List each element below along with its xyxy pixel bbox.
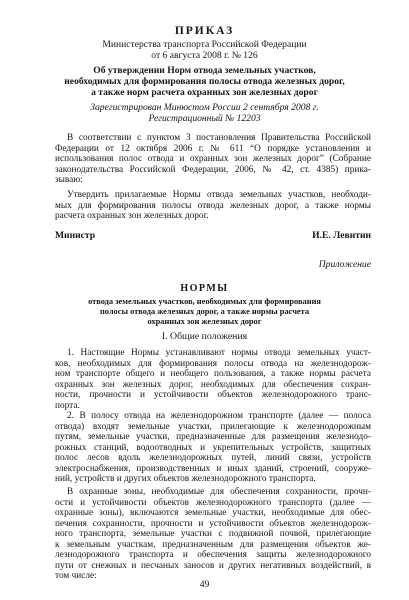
text-line: отвода) входят земельные участки, прилегающие к железнодорожным [55,421,371,432]
norms-heading: НОРМЫ [180,283,229,294]
order-title-line: необходимых для формирования полосы отвода железных дорог, [64,76,345,87]
text-line: расчета охранных зон железных дорог. [55,211,209,222]
registration-line: Регистрационный № 12203 [148,113,261,124]
signature-name: И.Е. Левитин [312,230,371,241]
text-line: ного транспорта, земельные участки с подвижной почвой, прилегающие [55,529,371,540]
order-title-line: Об утверждении Норм отвода земельных участков, [93,65,316,76]
text-line: ков, необходимых для формирования полосы отвода на железнодорож- [55,358,371,369]
order-heading: ПРИКАЗ [174,25,235,37]
text-line: охранные зоны), включаются земельные участки, необходимые для обес- [55,508,371,519]
text-line: Утвердить прилагаемые Нормы отвода земельных участков, необходи- [67,190,371,200]
signature-position: Министр [55,230,96,241]
text-line: 1. Настоящие Нормы устанавливают нормы отвода земельных участ- [67,348,371,358]
text-line: путям, земельные участки, предназначенные для размещения железнодо- [55,432,371,443]
order-title-line: а также норм расчета охранных зон железных дорог [91,87,318,98]
order-date-number: от 6 августа 2008 г. № 126 [151,50,258,61]
text-line: зываю: [55,175,83,186]
text-line: использования полос отвода и охранных зон железных дорог” (Собрание [55,154,371,165]
registration-line: Зарегистрирован Минюстом России 2 сентября 2008 г. [90,102,319,113]
paragraph-1 [55,348,371,411]
text-line: законодательства Российской Федерации, 2006, № 42, ст. 4385) прика- [55,164,371,175]
text-line: ном транспорте общего и необщего пользования, а также нормы расчета [55,369,371,380]
section-title: I. Общие положения [161,331,248,342]
appendix-label: Приложение [318,259,371,270]
preamble-paragraph [55,133,371,186]
page-number: 49 [199,579,210,590]
text-line: лезнодорожного транспорта и обеспечения защиты железнодорожного [55,550,371,561]
text-line: электроснабжения, производственных и иных зданий, строений, сооруже- [55,463,371,474]
text-line: ности, прочности и устойчивости объектов железнодорожного транс- [55,390,371,401]
order-issuer: Министерства транспорта Российской Федерации [102,39,307,50]
text-line: Федерации от 12 октября 2006 г. № 611 “О порядке установления и [55,143,371,154]
paragraph-2 [55,411,371,485]
text-line: рожных станций, водоотводных и укрепительных устройств, защитных [55,442,371,453]
text-line: В охранные зоны, необходимые для обеспечения сохранности, прочн- [67,487,371,497]
norms-subtitle-line: полосы отвода железных дорог, а также нормы расчета [99,307,310,316]
text-line: к земельным участкам, предназначенным для размещения объектов же- [55,539,371,550]
text-line: охранных зон железных дорог, необходимых для обеспечения сохран- [55,379,371,390]
text-line: ости и устойчивости объектов железнодорожного транспорта (далее — [55,497,371,508]
text-line: мых для формирования полосы отвода железных дорог, а также нормы [55,200,371,211]
text-line: порта. [55,400,80,411]
paragraph-3 [55,487,371,582]
norms-subtitle-line: отвода земельных участков, необходимых для формирования [88,297,321,306]
text-line: пути от снежных и песчаных заносов и других негативных воздействий, в [55,560,371,571]
text-line: В соответствии с пунктом 3 постановления Правительства Российской [67,133,371,143]
text-line: том числе: [55,571,97,582]
text-line: печения сохранности, прочности и устойчивости объектов железнодорож- [55,518,371,529]
approve-paragraph [55,190,371,222]
norms-subtitle-line: охранных зон железных дорог [147,317,262,326]
text-line: ний, устройств и других объектов железнодорожного транспорта. [55,474,316,485]
text-line: полос лесов вдоль железнодорожных путей, линий связи, устройств [55,453,371,464]
text-line: 2. В полосу отвода на железнодорожном транспорте (далее — полоса [67,411,371,421]
